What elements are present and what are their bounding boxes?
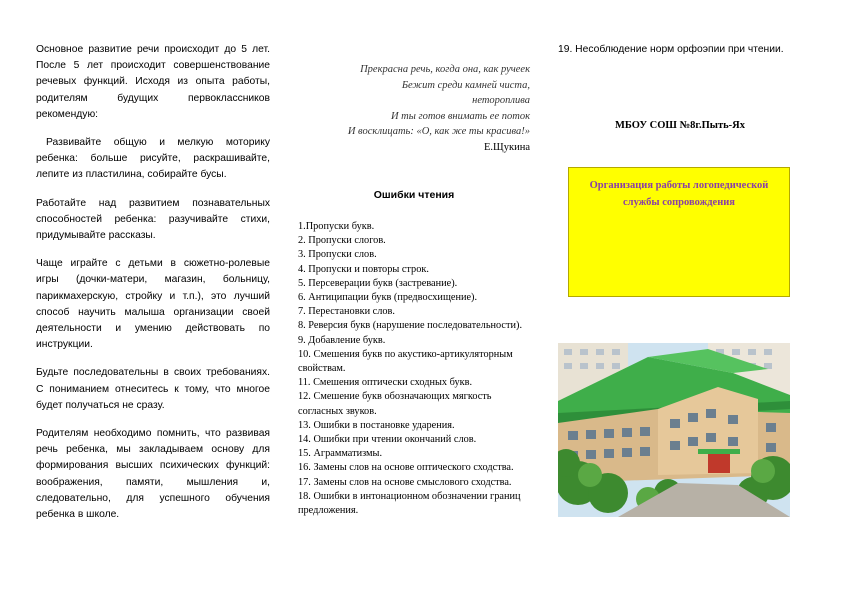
list-item: 11. Смешения оптически сходных букв. bbox=[298, 377, 473, 389]
cognitive-paragraph: Работайте над развитием познавательных способностей ребенка: разучивайте стихи, придумывайте рассказы. bbox=[36, 197, 270, 242]
errors-title: Ошибки чтения bbox=[373, 189, 455, 201]
role-play-paragraph: Чаще играйте с детьми в сюжетно-ролевые игры (дочки-матери, магазин, больницу, парикмахерскую, стройку и т.п.), это лучший способ научить малыша организации своей деятельности и умению действовать по инструкции. bbox=[36, 258, 270, 351]
list-item: 14. Ошибки при чтении окончаний слов. bbox=[298, 434, 477, 446]
list-item: 4. Пропуски и повторы строк. bbox=[298, 263, 429, 275]
list-item: 15. Аграмматизмы. bbox=[298, 448, 383, 460]
list-item: 8. Реверсия букв (нарушение последовательности). bbox=[298, 320, 523, 332]
conclusion-paragraph: Родителям необходимо помнить, что развивая речь ребенка, мы закладываем основу для формирования высших психических функций: воображения, памяти, мышления и, следовательно, для успешного обучения ребенка в школе. bbox=[36, 428, 270, 521]
school-name: МБОУ СОШ №8г.Пыть-Ях bbox=[614, 120, 745, 131]
list-item: 2. Пропуски слогов. bbox=[298, 235, 386, 247]
list-item: 1.Пропуски букв. bbox=[298, 221, 375, 232]
list-item: 3. Пропуски слов. bbox=[298, 249, 377, 261]
poem-line: нетороплива bbox=[472, 95, 530, 106]
list-item: 13. Ошибки в постановке ударения. bbox=[298, 419, 455, 431]
brochure-title: Организация работы логопедической службы сопровождения bbox=[589, 180, 769, 208]
title-box bbox=[568, 167, 790, 297]
list-item: 16. Замены слов на основе оптического сходства. bbox=[298, 462, 514, 474]
left-column bbox=[36, 42, 270, 535]
school-building-photo bbox=[558, 343, 790, 517]
list-item: 7. Перестановки слов. bbox=[298, 306, 395, 318]
error-item-19: 19. Несоблюдение норм орфоэпии при чтении. bbox=[558, 44, 784, 55]
school-building-icon bbox=[558, 343, 790, 517]
list-item: 17. Замены слов на основе смыслового сходства. bbox=[298, 476, 512, 488]
poem-line: Бежит среди камней чиста, bbox=[401, 79, 530, 91]
reading-errors-list bbox=[298, 220, 530, 518]
poem-line: И восклицать: «О, как же ты красива!» bbox=[347, 126, 530, 137]
poem-line: И ты готов внимать ее поток bbox=[390, 110, 530, 122]
consistency-paragraph: Будьте последовательны в своих требованиях. С пониманием отнеситесь к тому, что многое будет получаться не сразу. bbox=[36, 367, 270, 411]
list-item: 6. Антиципации букв (предвосхищение). bbox=[298, 292, 478, 304]
list-item: 5. Персеверации букв (застревание). bbox=[298, 277, 458, 289]
poem-author: Е.Щукина bbox=[483, 141, 530, 153]
epigraph-poem bbox=[300, 62, 530, 155]
poem-line: Прекрасна речь, когда она, как ручеек bbox=[360, 64, 530, 75]
motor-skills-paragraph: Развивайте общую и мелкую моторику ребенка: больше рисуйте, раскрашивайте, лепите из пластилина, собирайте бусы. bbox=[36, 137, 270, 181]
intro-paragraph: Основное развитие речи происходит до 5 лет. После 5 лет происходит совершенствование речевых функций. Исходя из опыта работы, родителям будущих первоклассников рекомендую: bbox=[36, 44, 270, 120]
list-item: 12. Смешение букв обозначающих мягкость согласных звуков. bbox=[298, 391, 492, 417]
list-item: 18. Ошибки в интонационном обозначении границ предложения. bbox=[298, 490, 521, 517]
list-item: 10. Смешения букв по акустико-артикуляторным свойствам. bbox=[298, 348, 513, 375]
list-item: 9. Добавление букв. bbox=[298, 334, 386, 346]
